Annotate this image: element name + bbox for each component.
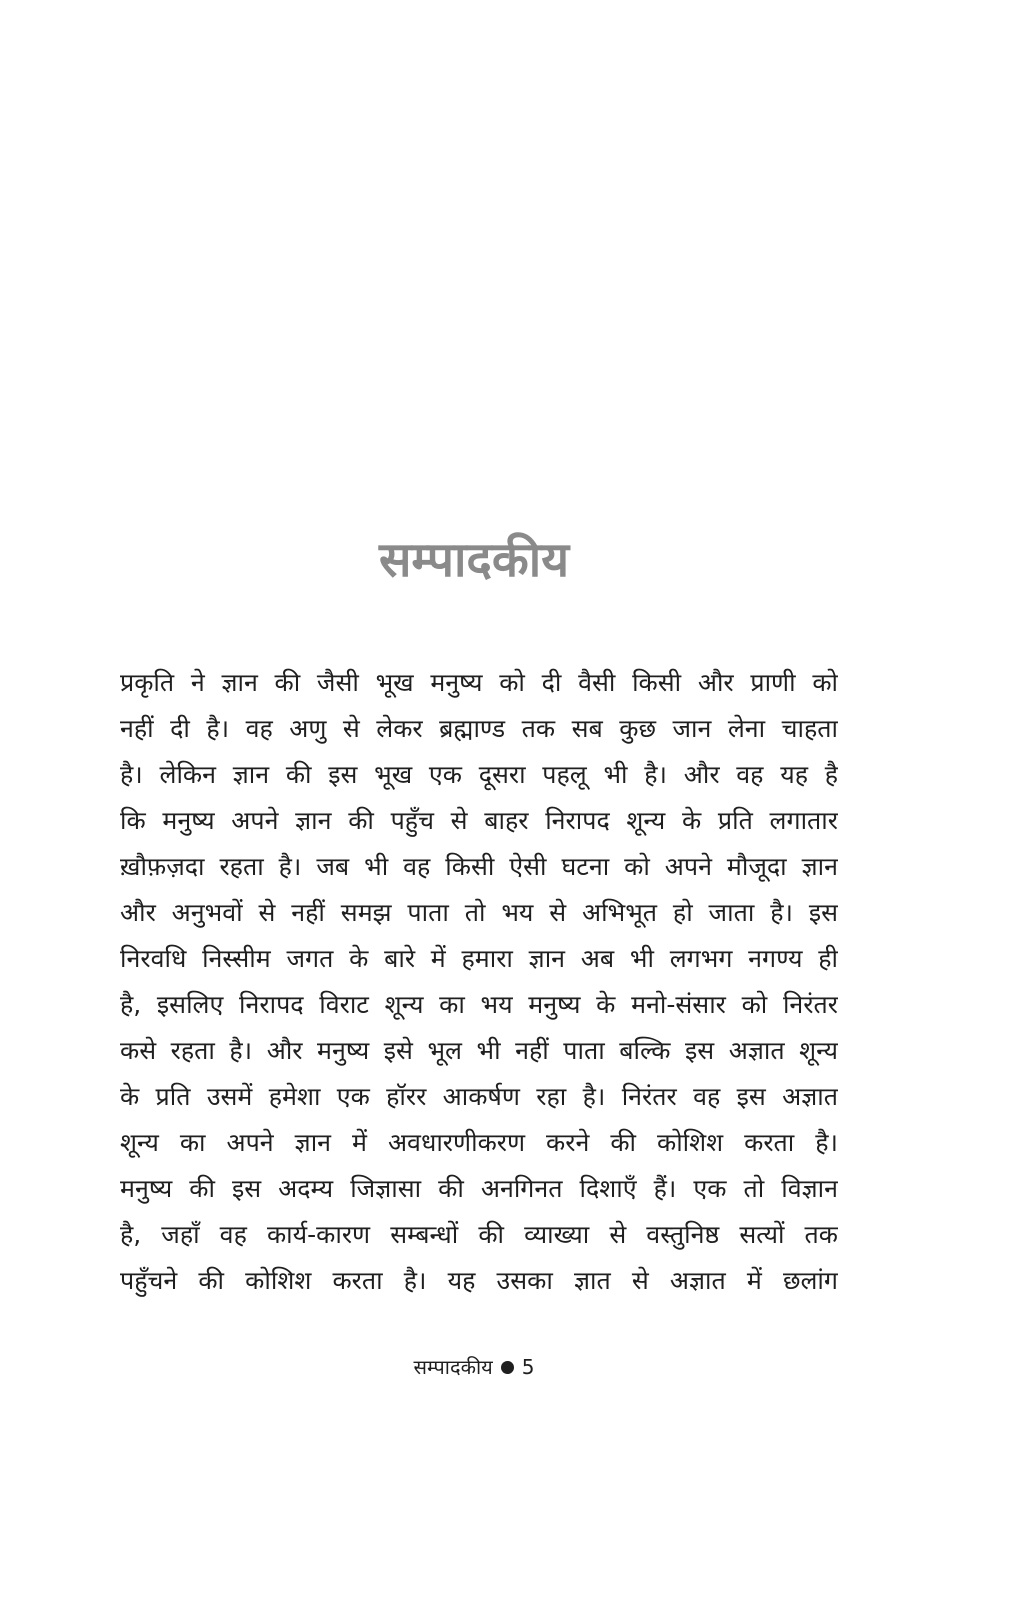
chapter-title: सम्पादकीय [378,532,570,589]
text-line: ख़ौफ़ज़दा रहता है। जब भी वह किसी ऐसी घटना को अपने मौजूदा ज्ञान [120,852,838,881]
text-line: निरवधि निस्सीम जगत के बारे में हमारा ज्ञान अब भी लगभग नगण्य ही [120,944,838,973]
page-footer [0,1352,948,1382]
text-line: नहीं दी है। वह अणु से लेकर ब्रह्माण्ड तक सब कुछ जान लेना चाहता [120,714,838,743]
page-number: 5 [521,1355,535,1379]
text-line: प्रकृति ने ज्ञान की जैसी भूख मनुष्य को दी वैसी किसी और प्राणी को [120,668,838,697]
text-line: है, इसलिए निरापद विराट शून्य का भय मनुष्य के मनो-संसार को निरंतर [120,990,838,1019]
running-title: सम्पादकीय [413,1355,493,1379]
text-line: कसे रहता है। और मनुष्य इसे भूल भी नहीं पाता बल्कि इस अज्ञात शून्य [120,1036,838,1065]
text-line: है, जहाँ वह कार्य-कारण सम्बन्धों की व्याख्या से वस्तुनिष्ठ सत्यों तक [120,1220,838,1249]
text-line: और अनुभवों से नहीं समझ पाता तो भय से अभिभूत हो जाता है। इस [120,898,838,927]
text-line: मनुष्य की इस अदम्य जिज्ञासा की अनगिनत दिशाएँ हैं। एक तो विज्ञान [120,1174,838,1203]
text-line: पहुँचने की कोशिश करता है। यह उसका ज्ञात से अज्ञात में छलांग [120,1266,838,1295]
bullet-icon [501,1361,514,1374]
text-line: कि मनुष्य अपने ज्ञान की पहुँच से बाहर निरापद शून्य के प्रति लगातार [120,806,838,835]
text-line: के प्रति उसमें हमेशा एक हॉरर आकर्षण रहा है। निरंतर वह इस अज्ञात [120,1082,838,1111]
text-line: है। लेकिन ज्ञान की इस भूख एक दूसरा पहलू भी है। और वह यह है [120,760,838,789]
text-line: शून्य का अपने ज्ञान में अवधारणीकरण करने की कोशिश करता है। [120,1128,838,1157]
body-paragraph [120,660,838,1304]
